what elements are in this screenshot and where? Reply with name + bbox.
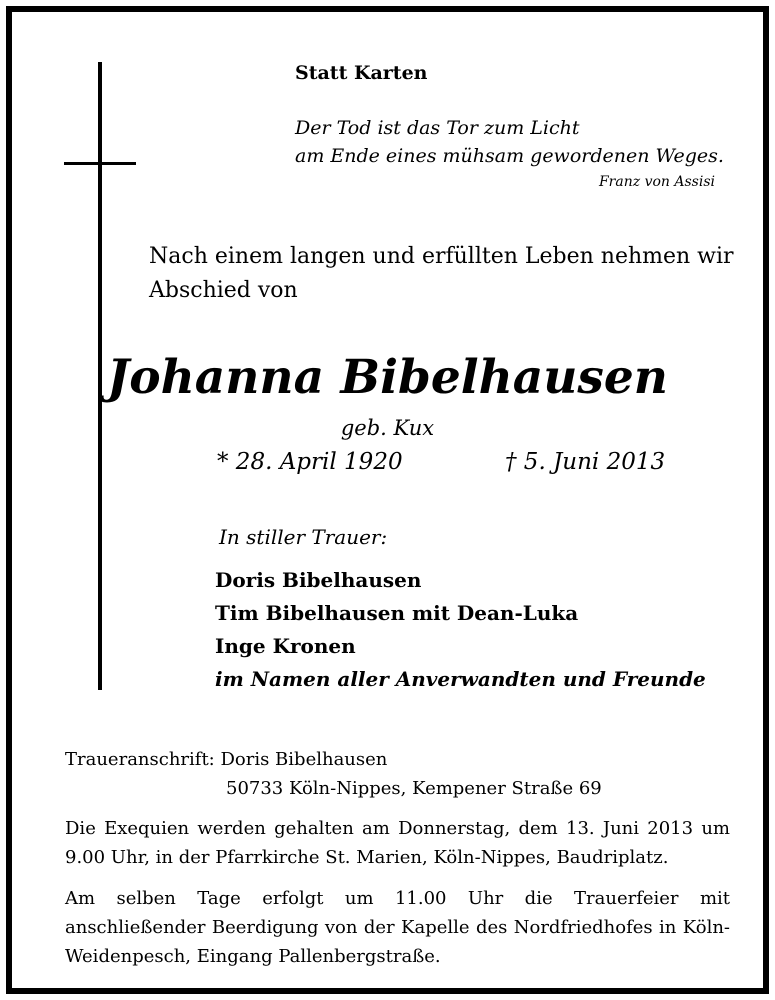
- mourning-address-line-1: Traueranschrift: Doris Bibelhausen: [65, 749, 388, 770]
- header-statt-karten: Statt Karten: [295, 62, 428, 84]
- deceased-name: Johanna Bibelhausen: [107, 350, 668, 405]
- cross-bar: [64, 162, 136, 165]
- quote-author: Franz von Assisi: [598, 174, 715, 190]
- mourners-collective: im Namen aller Anverwandten und Freunde: [215, 667, 706, 691]
- birth-date: * 28. April 1920: [217, 449, 403, 475]
- maiden-name: geb. Kux: [340, 416, 435, 440]
- mourner-name: Doris Bibelhausen: [215, 568, 422, 592]
- quote-line-1: Der Tod ist das Tor zum Licht: [295, 117, 580, 139]
- burial-paragraph: Am selben Tage erfolgt um 11.00 Uhr die Trauerfeier mit anschließender Beerdigung von der Kapelle des Nordfriedhofes in Köln-Weidenpesch, Eingang Pallenbergstraße.: [65, 888, 730, 967]
- service-paragraph: Die Exequien werden gehalten am Donnerstag, dem 13. Juni 2013 um 9.00 Uhr, in der Pfarrkirche St. Marien, Köln-Nippes, Baudriplatz.: [65, 818, 730, 868]
- death-date: † 5. Juni 2013: [505, 449, 666, 475]
- obituary-notice: [6, 6, 769, 994]
- quote-line-2: am Ende eines mühsam gewordenen Weges.: [295, 145, 724, 167]
- mourners-heading: In stiller Trauer:: [219, 525, 388, 549]
- intro-line-1: Nach einem langen und erfüllten Leben nehmen wir: [149, 244, 734, 269]
- intro-line-2: Abschied von: [149, 278, 298, 303]
- mourner-name: Inge Kronen: [215, 634, 356, 658]
- mourning-address-line-2: 50733 Köln-Nippes, Kempener Straße 69: [226, 778, 602, 799]
- mourner-name: Tim Bibelhausen mit Dean-Luka: [215, 601, 579, 625]
